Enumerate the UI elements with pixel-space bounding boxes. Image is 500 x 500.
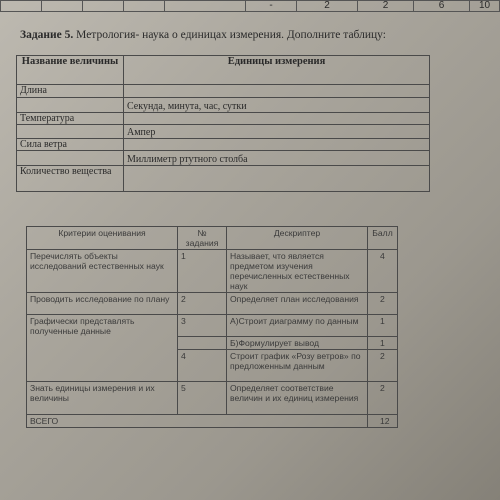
unit-cell[interactable]	[124, 85, 430, 98]
score-header: Балл	[368, 227, 398, 250]
descriptor-cell: А)Строит диаграмму по данным	[227, 315, 368, 337]
task-text: Метрология- наука о единицах измерения. Дополните таблицу:	[76, 29, 386, 41]
quantity-cell: Количество вещества	[17, 166, 124, 192]
previous-table-remnant	[0, 0, 500, 12]
criterion-cell: Перечислять объекты исследований естественных наук	[27, 250, 178, 293]
unit-cell[interactable]	[124, 113, 430, 125]
criterion-cell: Графически представлять полученные данные	[27, 315, 178, 382]
descriptor-header: Дескриптер	[227, 227, 368, 250]
quantity-cell: Температура	[17, 113, 124, 125]
score-cell: 2	[368, 293, 398, 315]
score-cell: 4	[368, 250, 398, 293]
score-cell: 2	[368, 382, 398, 415]
score-cell: 2	[368, 350, 398, 382]
task-cell: 1	[178, 250, 227, 293]
top-cell: 10	[470, 1, 500, 12]
units-table	[16, 55, 430, 192]
task-number-header: № задания	[178, 227, 227, 250]
criteria-header: Критерии оценивания	[27, 227, 178, 250]
criterion-cell: Знать единицы измерения и их величины	[27, 382, 178, 415]
top-cell	[83, 1, 124, 12]
top-cell: 6	[414, 1, 470, 12]
unit-cell[interactable]	[124, 166, 430, 192]
top-cell	[124, 1, 165, 12]
top-cell: 2	[297, 1, 358, 12]
score-cell: 1	[368, 315, 398, 337]
total-label: ВСЕГО	[27, 415, 368, 428]
descriptor-cell: Определяет соответствие величин и их единиц измерения	[227, 382, 368, 415]
descriptor-cell: Называет, что является предметом изучения перечисленных естественных наук	[227, 250, 368, 293]
top-cell	[1, 1, 42, 12]
units-header-units: Единицы измерения	[124, 56, 430, 85]
quantity-cell[interactable]	[17, 98, 124, 113]
top-cell: 2	[358, 1, 414, 12]
task-heading	[20, 29, 386, 41]
top-cell	[42, 1, 83, 12]
top-cell: -	[246, 1, 297, 12]
quantity-cell[interactable]	[17, 125, 124, 139]
score-cell: 1	[368, 337, 398, 350]
task-cell: 4	[178, 350, 227, 382]
task-cell: 2	[178, 293, 227, 315]
descriptor-cell: Б)Формулирует вывод	[227, 337, 368, 350]
task-number: Задание 5.	[20, 29, 74, 41]
task-cell: 5	[178, 382, 227, 415]
unit-cell: Ампер	[124, 125, 430, 139]
assessment-criteria-table	[26, 226, 398, 428]
unit-cell[interactable]	[124, 139, 430, 151]
units-header-quantity: Название величины	[17, 56, 124, 85]
unit-cell: Миллиметр ртутного столба	[124, 151, 430, 166]
task-cell: 3	[178, 315, 227, 337]
task-cell	[178, 337, 227, 350]
quantity-cell: Сила ветра	[17, 139, 124, 151]
criterion-cell: Проводить исследование по плану	[27, 293, 178, 315]
total-score: 12	[368, 415, 398, 428]
descriptor-cell: Определяет план исследования	[227, 293, 368, 315]
descriptor-cell: Строит график «Розу ветров» по предложенным данным	[227, 350, 368, 382]
unit-cell: Секунда, минута, час, сутки	[124, 98, 430, 113]
quantity-cell[interactable]	[17, 151, 124, 166]
quantity-cell: Длина	[17, 85, 124, 98]
top-cell	[165, 1, 246, 12]
